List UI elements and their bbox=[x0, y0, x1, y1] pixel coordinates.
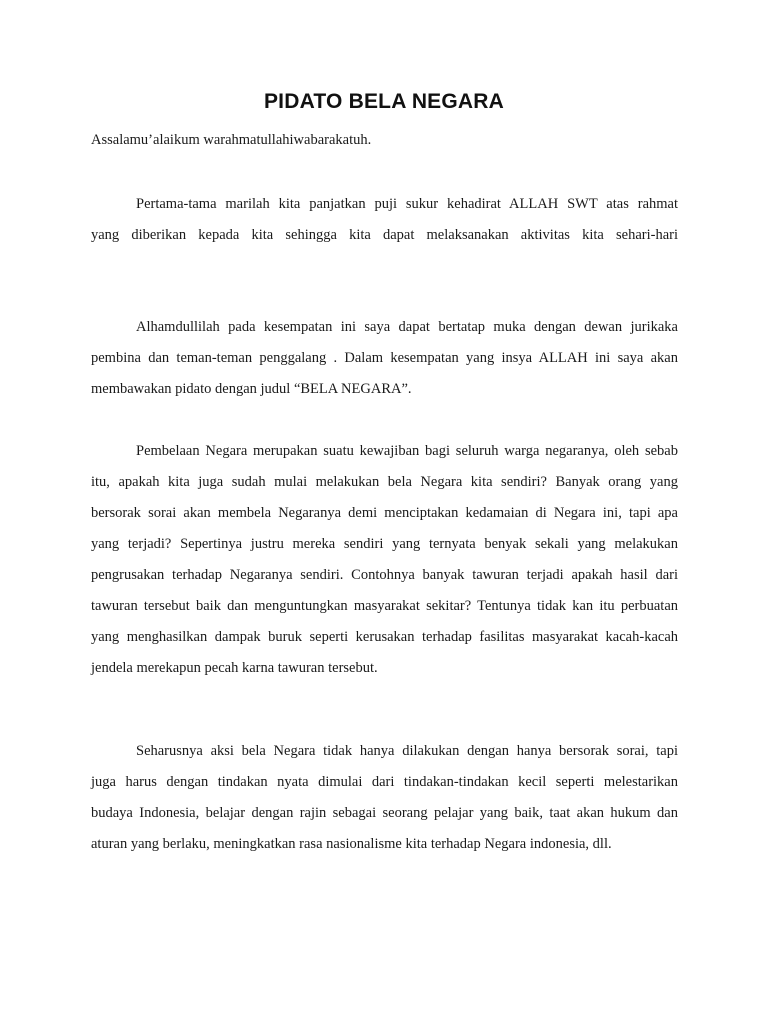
paragraph-line: yang diberikan kepada kita sehingga kita dapat melaksanakan aktivitas kita sehari-hari bbox=[91, 227, 678, 243]
paragraph-4 bbox=[91, 736, 678, 860]
paragraph-line: aturan yang berlaku, meningkatkan rasa nasionalisme kita terhadap Negara indonesia, dll. bbox=[91, 836, 612, 852]
paragraph-3 bbox=[91, 436, 678, 684]
paragraph-line: jendela merekapun pecah karna tawuran tersebut. bbox=[91, 660, 378, 676]
document-title: PIDATO BELA NEGARA bbox=[263, 90, 505, 113]
paragraph-line: pembina dan teman-teman penggalang . Dalam kesempatan yang insya ALLAH ini saya akan bbox=[91, 350, 678, 366]
paragraph-line: yang terjadi? Sepertinya justru mereka sendiri yang ternyata benyak sekali yang melakukan bbox=[91, 536, 678, 552]
paragraph-line: pengrusakan terhadap Negaranya sendiri. Contohnya banyak tawuran terjadi apakah hasil dari bbox=[91, 567, 678, 583]
paragraph-line: Pertama-tama marilah kita panjatkan puji sukur kehadirat ALLAH SWT atas rahmat bbox=[136, 196, 678, 212]
paragraph-line: budaya Indonesia, belajar dengan rajin sebagai seorang pelajar yang baik, taat akan hukum dan bbox=[91, 805, 678, 821]
paragraph-line: Alhamdullilah pada kesempatan ini saya dapat bertatap muka dengan dewan jurikaka bbox=[136, 319, 678, 335]
paragraph-line: Pembelaan Negara merupakan suatu kewajiban bagi seluruh warga negaranya, oleh sebab bbox=[136, 443, 678, 459]
paragraph-line: juga harus dengan tindakan nyata dimulai dari tindakan-tindakan kecil seperti melestarikan bbox=[91, 774, 678, 790]
paragraph-line: Seharusnya aksi bela Negara tidak hanya dilakukan dengan hanya bersorak sorai, tapi bbox=[136, 743, 678, 759]
paragraph-line: tawuran tersebut baik dan menguntungkan masyarakat sekitar? Tentunya tidak kan itu perbuatan bbox=[91, 598, 678, 614]
paragraph-line: itu, apakah kita juga sudah mulai melakukan bela Negara kita sendiri? Banyak orang yang bbox=[91, 474, 678, 490]
paragraph-line: yang menghasilkan dampak buruk seperti kerusakan terhadap fasilitas masyarakat kacah-kacah bbox=[91, 629, 678, 645]
salutation: Assalamu’alaikum warahmatullahiwabarakatuh. bbox=[91, 132, 372, 148]
paragraph-line: bersorak sorai akan membela Negaranya demi menciptakan kedamaian di Negara ini, tapi apa bbox=[91, 505, 678, 521]
paragraph-1 bbox=[91, 189, 678, 251]
paragraph-2 bbox=[91, 312, 678, 405]
paragraph-line: membawakan pidato dengan judul “BELA NEGARA”. bbox=[91, 381, 412, 397]
